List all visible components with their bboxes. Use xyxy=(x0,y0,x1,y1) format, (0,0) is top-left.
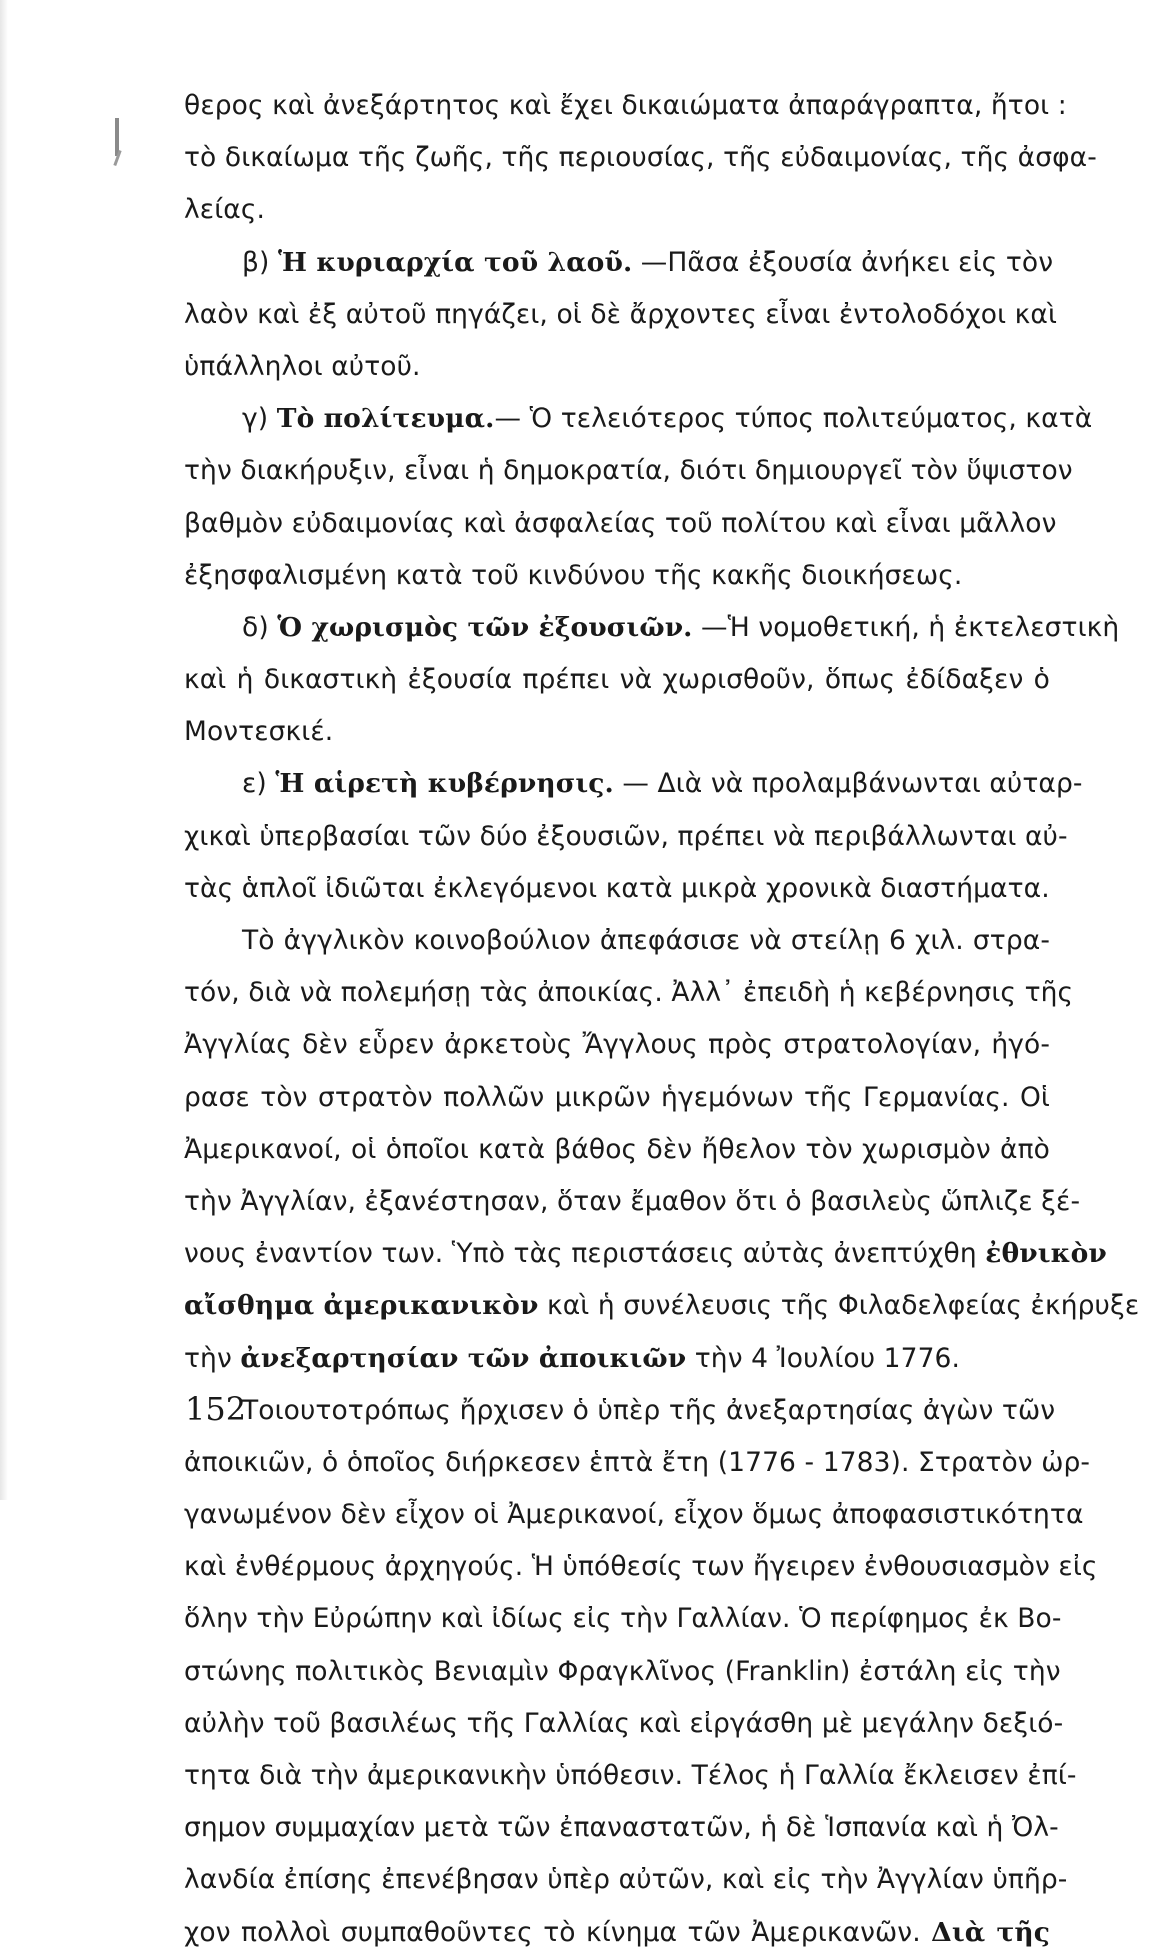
page-number: 152 xyxy=(185,1390,247,1428)
text-line xyxy=(184,237,1054,289)
text-line xyxy=(184,1437,1091,1489)
text-line xyxy=(184,1280,1140,1332)
text-segment: καὶ ἐνθέρμους ἀρχηγούς. Ἡ ὑπόθεσίς των ἤγειρεν ἐνθουσιασμὸν εἰς xyxy=(184,1551,1098,1583)
text-segment: γανωμένον δὲν εἶχον οἱ Ἀμερικανοί, εἶχον ὅμως ἀποφασιστικότητα xyxy=(184,1499,1084,1531)
text-line xyxy=(184,1333,1050,1385)
text-line xyxy=(184,1489,1084,1541)
text-segment: χον πολλοὶ συμπαθοῦντες τὸ κίνημα τῶν Ἀμερικανῶν. xyxy=(184,1916,932,1948)
body-text xyxy=(184,80,1140,1959)
text-segment: αὐλὴν τοῦ βασιλέως τῆς Γαλλίας καὶ εἰργάσθη μὲ μεγάλην δεξιό- xyxy=(184,1707,1064,1739)
bold-heading-text: Ἡ κυριαρχία τοῦ λαοῦ. xyxy=(277,246,633,278)
text-line xyxy=(184,1385,1056,1437)
text-segment: ρασε τὸν στρατὸν πολλῶν μικρῶν ἡγεμόνων τῆς Γερμανίας. Οἱ xyxy=(184,1081,1050,1113)
text-segment: ε) xyxy=(242,768,276,800)
text-line xyxy=(184,1698,1064,1750)
text-segment: λείας. xyxy=(184,194,266,226)
text-line xyxy=(184,445,1073,497)
text-line xyxy=(184,1541,1098,1593)
text-segment: Τοιουτοτρόπως ἤρχισεν ὁ ὑπὲρ τῆς ἀνεξαρτησίας ἀγὼν τῶν xyxy=(242,1394,1056,1426)
text-segment: τητα διὰ τὴν ἀμερικανικὴν ὑπόθεσιν. Τέλος ἡ Γαλλία ἔκλεισεν ἐπί- xyxy=(184,1760,1077,1791)
text-line xyxy=(184,132,1097,184)
text-line xyxy=(184,1802,1059,1854)
text-line xyxy=(184,967,1074,1019)
text-segment: λανδία ἐπίσης ἐπενέβησαν ὑπὲρ αὐτῶν, καὶ εἰς τὴν Ἀγγλίαν ὑπῆρ- xyxy=(184,1864,1068,1896)
text-line xyxy=(184,602,1120,654)
bold-heading-text: ἀνεξαρτησίαν τῶν ἀποικιῶν xyxy=(240,1342,687,1374)
text-segment: τόν, διὰ νὰ πολεμήσῃ τὰς ἀποικίας. Ἀλλ᾽ ἐπειδὴ ἡ κεβέρνησις τῆς xyxy=(184,977,1074,1009)
text-segment: —Πᾶσα ἐξουσία ἀνήκει εἰς τὸν xyxy=(632,246,1054,278)
text-segment: γ) xyxy=(242,403,277,435)
text-line xyxy=(184,1854,1068,1906)
text-segment: καὶ ἡ δικαστικὴ ἐξουσία πρέπει νὰ χωρισθοῦν, ὅπως ἐδίδαξεν ὁ xyxy=(184,664,1050,696)
text-segment: Ἀμερικανοί, οἱ ὁποῖοι κατὰ βάθος δὲν ἤθελον τὸν χωρισμὸν ἀπὸ xyxy=(184,1133,1050,1165)
page-edge-shadow xyxy=(0,0,8,1500)
text-segment: Τὸ ἀγγλικὸν κοινοβούλιον ἀπεφάσισε νὰ στείλῃ 6 χιλ. στρα- xyxy=(242,925,1050,956)
text-line xyxy=(184,1646,1061,1698)
text-segment: στώνης πολιτικὸς Βενιαμὶν Φραγκλῖνος (Franklin) ἐστάλη εἰς τὴν xyxy=(184,1655,1061,1687)
text-line xyxy=(184,80,1067,132)
bold-heading-text: Διὰ τῆς xyxy=(931,1916,1051,1948)
text-segment: — Διὰ νὰ προλαμβάνωνται αὐταρ- xyxy=(613,768,1083,800)
text-segment: βαθμὸν εὐδαιμονίας καὶ ἀσφαλείας τοῦ πολίτου καὶ εἶναι μᾶλλον xyxy=(184,507,1057,539)
text-segment: ὑπάλληλοι αὐτοῦ. xyxy=(184,350,421,382)
text-line xyxy=(184,1019,1050,1071)
bold-heading-text: ἐθνικὸν xyxy=(985,1238,1107,1270)
text-segment: δ) xyxy=(242,611,278,643)
text-line xyxy=(184,1750,1077,1802)
text-segment: χικαὶ ὑπερβασίαι τῶν δύο ἐξουσιῶν, πρέπει νὰ περιβάλλωνται αὐ- xyxy=(184,820,1068,852)
text-line xyxy=(184,706,1050,758)
text-segment: ὅλην τὴν Εὐρώπην καὶ ἰδίως εἰς τὴν Γαλλίαν. Ὁ περίφημος ἐκ Βο- xyxy=(184,1603,1062,1635)
text-segment: τὴν xyxy=(184,1342,241,1374)
text-line xyxy=(184,184,1050,236)
text-segment: Ἀγγλίας δὲν εὗρεν ἀρκετοὺς Ἄγγλους πρὸς στρατολογίαν, ἠγό- xyxy=(184,1029,1050,1061)
text-segment: τὴν Ἀγγλίαν, ἐξανέστησαν, ὅταν ἔμαθον ὅτι ὁ βασιλεὺς ὥπλιζε ξέ- xyxy=(184,1185,1081,1217)
text-segment: — Ὁ τελειότερος τύπος πολιτεύματος, κατὰ xyxy=(494,403,1093,435)
bold-heading-text: Ὁ χωρισμὸς τῶν ἐξουσιῶν. xyxy=(277,611,693,643)
text-line xyxy=(184,1072,1050,1124)
text-line xyxy=(184,341,1050,393)
text-line xyxy=(184,1907,1050,1959)
text-line xyxy=(184,1124,1050,1176)
text-line xyxy=(184,289,1058,341)
text-line xyxy=(184,550,1050,602)
text-line xyxy=(184,1228,1107,1280)
text-line xyxy=(184,1176,1081,1228)
text-segment: νους ἐναντίον των. Ὑπὸ τὰς περιστάσεις αὐτὰς ἀνεπτύχθη xyxy=(184,1238,986,1270)
text-segment: β) xyxy=(242,246,278,278)
text-segment: καὶ ἡ συνέλευσις τῆς Φιλαδελφείας ἐκήρυξε xyxy=(538,1290,1140,1322)
text-segment: τὴν 4 Ἰουλίου 1776. xyxy=(686,1342,961,1374)
text-segment: θερος καὶ ἀνεξάρτητος καὶ ἔχει δικαιώματα ἀπαράγραπτα, ἤτοι : xyxy=(184,90,1067,121)
text-line xyxy=(184,758,1083,810)
text-segment: ἀποικιῶν, ὁ ὁποῖος διήρκεσεν ἑπτὰ ἔτη (1776 - 1783). Στρατὸν ὠρ- xyxy=(184,1446,1091,1478)
text-segment: λαὸν καὶ ἐξ αὐτοῦ πηγάζει, οἱ δὲ ἄρχοντες εἶναι ἐντολοδόχοι καὶ xyxy=(184,298,1058,330)
text-line xyxy=(184,498,1057,550)
text-segment: τὸ δικαίωμα τῆς ζωῆς, τῆς περιουσίας, τῆς εὐδαιμονίας, τῆς ἀσφα- xyxy=(184,142,1097,174)
text-segment: τὴν διακήρυξιν, εἶναι ἡ δημοκρατία, διότι δημιουργεῖ τὸν ὕψιστον xyxy=(184,455,1073,487)
text-line xyxy=(184,915,1050,967)
bold-heading-text: Ἡ αἱρετὴ κυβέρνησις. xyxy=(275,768,614,800)
text-line xyxy=(184,811,1068,863)
text-line xyxy=(184,654,1050,706)
bold-heading-text: Τὸ πολίτευμα. xyxy=(276,403,495,435)
text-line xyxy=(184,1593,1062,1645)
text-line xyxy=(184,863,1050,915)
text-segment: ἐξησφαλισμένη κατὰ τοῦ κινδύνου τῆς κακῆς διοικήσεως. xyxy=(184,559,963,591)
text-segment: —Ἡ νομοθετική, ἡ ἐκτελεστικὴ xyxy=(692,611,1120,643)
bold-heading-text: αἴσθημα ἀμερικανικὸν xyxy=(184,1290,539,1322)
text-segment: σημον συμμαχίαν μετὰ τῶν ἐπαναστατῶν, ἡ δὲ Ἱσπανία καὶ ἡ Ὀλ- xyxy=(184,1812,1059,1844)
text-line xyxy=(184,393,1093,445)
text-segment: τὰς ἁπλοῖ ἰδιῶται ἐκλεγόμενοι κατὰ μικρὰ χρονικὰ διαστήματα. xyxy=(184,872,1050,904)
text-segment: Μοντεσκιέ. xyxy=(184,716,334,748)
